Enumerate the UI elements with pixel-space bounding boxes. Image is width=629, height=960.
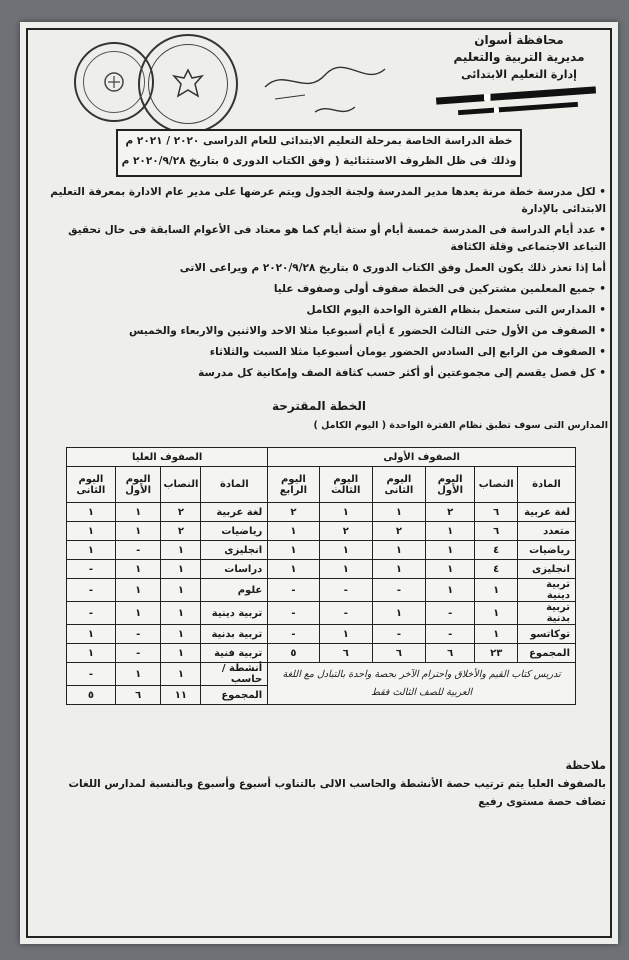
stamp-emblem-icon <box>99 67 129 97</box>
document-title <box>116 129 522 177</box>
column-header: النصاب <box>161 467 201 503</box>
subject-cell: تربية دينية <box>201 602 268 625</box>
value-cell: - <box>319 579 372 602</box>
subject-cell: انجليزى <box>518 560 576 579</box>
title-line-2: وذلك فى ظل الظروف الاستثنائية ( وفق الكتاب الدورى ٥ بتاريخ ٢٠٢٠/٩/٢٨ م <box>121 155 517 167</box>
subject-cell: علوم <box>201 579 268 602</box>
subject-cell: المجموع <box>518 644 576 663</box>
value-cell: ١ <box>475 579 518 602</box>
subject-cell: دراسات <box>201 560 268 579</box>
value-cell: ١ <box>372 602 425 625</box>
table-row <box>67 644 576 663</box>
eagle-icon <box>168 64 208 104</box>
value-cell: - <box>67 560 116 579</box>
column-header: اليوم الأول <box>115 467 161 503</box>
value-cell: ١ <box>161 663 201 686</box>
bullet-item: • جميع المعلمين مشتركين فى الخطة صفوف أولى وصفوف عليا <box>46 281 606 298</box>
value-cell: ١ <box>425 560 475 579</box>
value-cell: ٦ <box>475 522 518 541</box>
notes-section <box>36 757 606 811</box>
value-cell: ١ <box>161 602 201 625</box>
table-row <box>67 503 576 522</box>
value-cell: - <box>67 602 116 625</box>
value-cell: - <box>268 579 319 602</box>
value-cell: ٢ <box>372 522 425 541</box>
section-title: الخطة المقترحة <box>271 399 366 413</box>
subject-cell: انجليزى <box>201 541 268 560</box>
header-line-2: مديرية التربية والتعليم <box>453 50 585 64</box>
bullet-item: • الصفوف من الأول حتى الثالث الحضور ٤ أيام أسبوعيا مثلا الاحد والاثنين والاربعاء والخميس <box>46 323 606 340</box>
subject-cell: المجموع <box>201 686 268 705</box>
value-cell: ١ <box>67 625 116 644</box>
value-cell: ١ <box>67 644 116 663</box>
table-row <box>67 625 576 644</box>
value-cell: - <box>268 602 319 625</box>
value-cell: - <box>425 602 475 625</box>
title-line-1: خطة الدراسة الخاصة بمرحلة التعليم الابتدائى للعام الدراسى ٢٠٢٠ / ٢٠٢١ م <box>125 135 513 147</box>
column-header: اليوم الثانى <box>67 467 116 503</box>
table-row <box>67 602 576 625</box>
value-cell: ٦ <box>425 644 475 663</box>
value-cell: ١ <box>115 579 161 602</box>
document-page <box>20 22 618 944</box>
subject-cell: لغة عربية <box>518 503 576 522</box>
value-cell: ١ <box>161 579 201 602</box>
value-cell: ١ <box>268 522 319 541</box>
subject-cell: متعدد <box>518 522 576 541</box>
value-cell: ١ <box>115 602 161 625</box>
subject-cell: لغة عربية <box>201 503 268 522</box>
value-cell: ١ <box>268 541 319 560</box>
group-header-upper: الصفوف العليا <box>67 448 268 467</box>
value-cell: ١ <box>475 602 518 625</box>
value-cell: ٢ <box>268 503 319 522</box>
value-cell: ٤ <box>475 541 518 560</box>
value-cell: ٦ <box>115 686 161 705</box>
value-cell: ٦ <box>475 503 518 522</box>
value-cell: ١ <box>319 503 372 522</box>
value-cell: ١ <box>115 560 161 579</box>
value-cell: ١ <box>161 541 201 560</box>
value-cell: ١ <box>115 503 161 522</box>
value-cell: ٥ <box>268 644 319 663</box>
value-cell: ١ <box>67 503 116 522</box>
value-cell: ٢٣ <box>475 644 518 663</box>
header-line-1: محافظة أسوان <box>474 33 564 47</box>
value-cell: - <box>115 644 161 663</box>
table-row <box>67 663 576 686</box>
bullet-item: • الصفوف من الرابع إلى السادس الحضور يومان أسبوعيا مثلا السبت والثلاثاء <box>46 344 606 361</box>
value-cell: ١١ <box>161 686 201 705</box>
value-cell: ٥ <box>67 686 116 705</box>
value-cell: ١ <box>161 560 201 579</box>
value-cell: - <box>115 541 161 560</box>
value-cell: ١ <box>115 663 161 686</box>
value-cell: ١ <box>319 560 372 579</box>
value-cell: ١ <box>268 560 319 579</box>
column-header: المادة <box>518 467 576 503</box>
subject-cell: رياضيات <box>518 541 576 560</box>
column-header: المادة <box>201 467 268 503</box>
bullet-item: • المدارس التى ستعمل بنظام الفترة الواحدة اليوم الكامل <box>46 302 606 319</box>
column-header: النصاب <box>475 467 518 503</box>
bullet-item: • عدد أيام الدراسة فى المدرسة خمسة أيام أو ستة أيام كما هو معتاد فى الأعوام السابقة فى حال تحقيق التباعد الاجتماعى وقلة الكثافة <box>46 222 606 256</box>
value-cell: - <box>372 625 425 644</box>
value-cell: ٦ <box>319 644 372 663</box>
subject-cell: تربية بدنية <box>518 602 576 625</box>
value-cell: ١ <box>372 560 425 579</box>
official-seal <box>74 42 154 122</box>
table-row <box>67 541 576 560</box>
value-cell: - <box>67 663 116 686</box>
instructions <box>46 184 606 386</box>
subject-cell: تربية دينية <box>518 579 576 602</box>
column-header: اليوم الأول <box>425 467 475 503</box>
handwritten-note: تدريس كتاب القيم والأخلاق واحترام الآخر بحصة واحدة بالتبادل مع اللغة العربية للصف الثالث فقط <box>268 663 576 705</box>
group-header-lower: الصفوف الأولى <box>268 448 576 467</box>
value-cell: ١ <box>372 503 425 522</box>
column-header: اليوم الثانى <box>372 467 425 503</box>
bullet-item: • كل فصل يقسم إلى مجموعتين أو أكثر حسب كثافة الصف وإمكانية كل مدرسة <box>46 365 606 382</box>
value-cell: - <box>115 625 161 644</box>
subject-cell: رياضيات <box>201 522 268 541</box>
bullet-item: • لكل مدرسة خطة مرنة يعدها مدير المدرسة ولجنة الجدول ويتم عرضها على مدير عام الادارة بمعرفة التعليم الابتدائى بالإدارة <box>46 184 606 218</box>
section-subtitle: المدارس التى سوف تطبق نظام الفترة الواحدة ( اليوم الكامل ) <box>313 420 608 431</box>
value-cell: ١ <box>319 625 372 644</box>
value-cell: ٢ <box>319 522 372 541</box>
value-cell: ١ <box>425 579 475 602</box>
notes-text: بالصفوف العليا يتم ترتيب حصة الأنشطة والحاسب الالى بالتناوب أسبوع وأسبوع وبالنسبة لمدارس اللغات تضاف حصة مستوى رفيع <box>68 778 606 808</box>
value-cell: ٢ <box>161 503 201 522</box>
value-cell: ٢ <box>161 522 201 541</box>
subject-cell: أنشطة / حاسب <box>201 663 268 686</box>
value-cell: ٦ <box>372 644 425 663</box>
subject-cell: توكاتسو <box>518 625 576 644</box>
value-cell: ١ <box>67 522 116 541</box>
table-row <box>67 522 576 541</box>
intro-note: أما إذا تعذر ذلك يكون العمل وفق الكتاب الدورى ٥ بتاريخ ٢٠٢٠/٩/٢٨ م ويراعى الاتى <box>179 262 606 274</box>
subject-cell: تربية فنية <box>201 644 268 663</box>
value-cell: - <box>319 602 372 625</box>
value-cell: ١ <box>425 522 475 541</box>
value-cell: ١ <box>372 541 425 560</box>
value-cell: ١ <box>161 625 201 644</box>
value-cell: ١ <box>115 522 161 541</box>
value-cell: - <box>372 579 425 602</box>
table-row <box>67 560 576 579</box>
value-cell: ١ <box>161 644 201 663</box>
table-row <box>67 579 576 602</box>
handwritten-signature <box>245 57 395 127</box>
value-cell: - <box>268 625 319 644</box>
value-cell: ٤ <box>475 560 518 579</box>
value-cell: ١ <box>425 541 475 560</box>
column-header: اليوم الثالث <box>319 467 372 503</box>
schedule-table <box>66 447 576 705</box>
value-cell: ٢ <box>425 503 475 522</box>
value-cell: ١ <box>319 541 372 560</box>
value-cell: - <box>425 625 475 644</box>
column-header: اليوم الرابع <box>268 467 319 503</box>
header-line-3: إدارة التعليم الابتدائى <box>461 68 577 81</box>
directorate-header <box>434 32 604 83</box>
value-cell: - <box>67 579 116 602</box>
value-cell: ١ <box>67 541 116 560</box>
notes-label: ملاحظة <box>565 759 606 772</box>
value-cell: ١ <box>475 625 518 644</box>
subject-cell: تربية بدنية <box>201 625 268 644</box>
